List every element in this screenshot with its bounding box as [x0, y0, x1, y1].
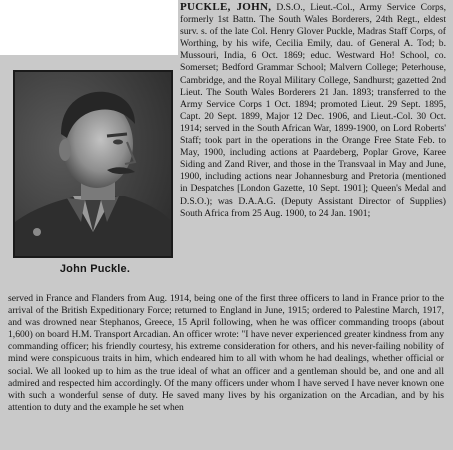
portrait-image	[15, 72, 171, 256]
photo-caption: John Puckle.	[59, 263, 131, 275]
entry-text-upper	[180, 1, 446, 220]
entry-name: PUCKLE, JOHN,	[180, 1, 272, 13]
portrait-photo	[13, 70, 173, 258]
entry-body-upper: D.S.O., Lieut.-Col., Army Service Corps, formerly 1st Battn. The South Wales Borderers, 24th Regt., eldest surv. s. of the late Col. Henry Glover Puckle, Madras Staff Corps, of Worthing, by his wife, Cecilia Emily, dau. of General A. Tod; b. Mussouri, India, 6 Oct. 1869; educ. Westward Ho! School, co. Somerset; Bedford Grammar School; Malvern College; Peterhouse, Cambridge, and the Royal Military College, Sandhurst; gazetted 2nd Lieut. The South Wales Borderers 21 Jan. 1893; transferred to the Army Service Corps 1 Oct. 1894; promoted Lieut. 29 Sept. 1895, Capt. 20 Sept. 1899, Major 12 Dec. 1906, and Lieut.-Col. 30 Oct. 1914; served in the South African War, 1899-1900, on Lord Roberts' Staff; took part in the operations in the Orange Free State Feb. to May, 1900, including actions at Paardeberg, Poplar Grove, Karee Siding and Zand River, and those in the Transvaal in May and June, 1900, including actions near Johannesburg and Pretoria (mentioned in Despatches [London Gazette, 10 Sept. 1901]; Queen's Medal and D.S.O.); was D.A.A.G. (Deputy Assistant Director of Supplies) South Africa from 25 Aug. 1900, to 24 Jan. 1901;	[180, 2, 446, 219]
entry-body-lower: served in France and Flanders from Aug. 1914, being one of the first three officers to land in France prior to the arrival of the British Expeditionary Force; returned to England in June, 1915; ordered to Palestine March, 1917, and was drowned near Stephanos, Greece, 15 April following, when he was officer commanding troops (about 1,600) on board H.M. Transport Arcadian. An officer wrote: "I have never experienced greater kindness from any commanding officer; his friendly courtesy, his extreme consideration for others, and his never-failing nobility of mind were conspicuous traits in him, which endeared him to all with whom he had dealings, whether official or social. We all looked up to him as the true ideal of what an officer and a gentleman should be, and one and all admired and respected him accordingly. Of the many officers under whom I have served I have never known one with such a wonderful sense of duty. He saved many lives by his organization on the Arcadian, and by his attention to duty and the example he set when	[8, 293, 444, 413]
entry-text-lower	[8, 293, 444, 414]
page-margin-blank	[0, 0, 178, 55]
